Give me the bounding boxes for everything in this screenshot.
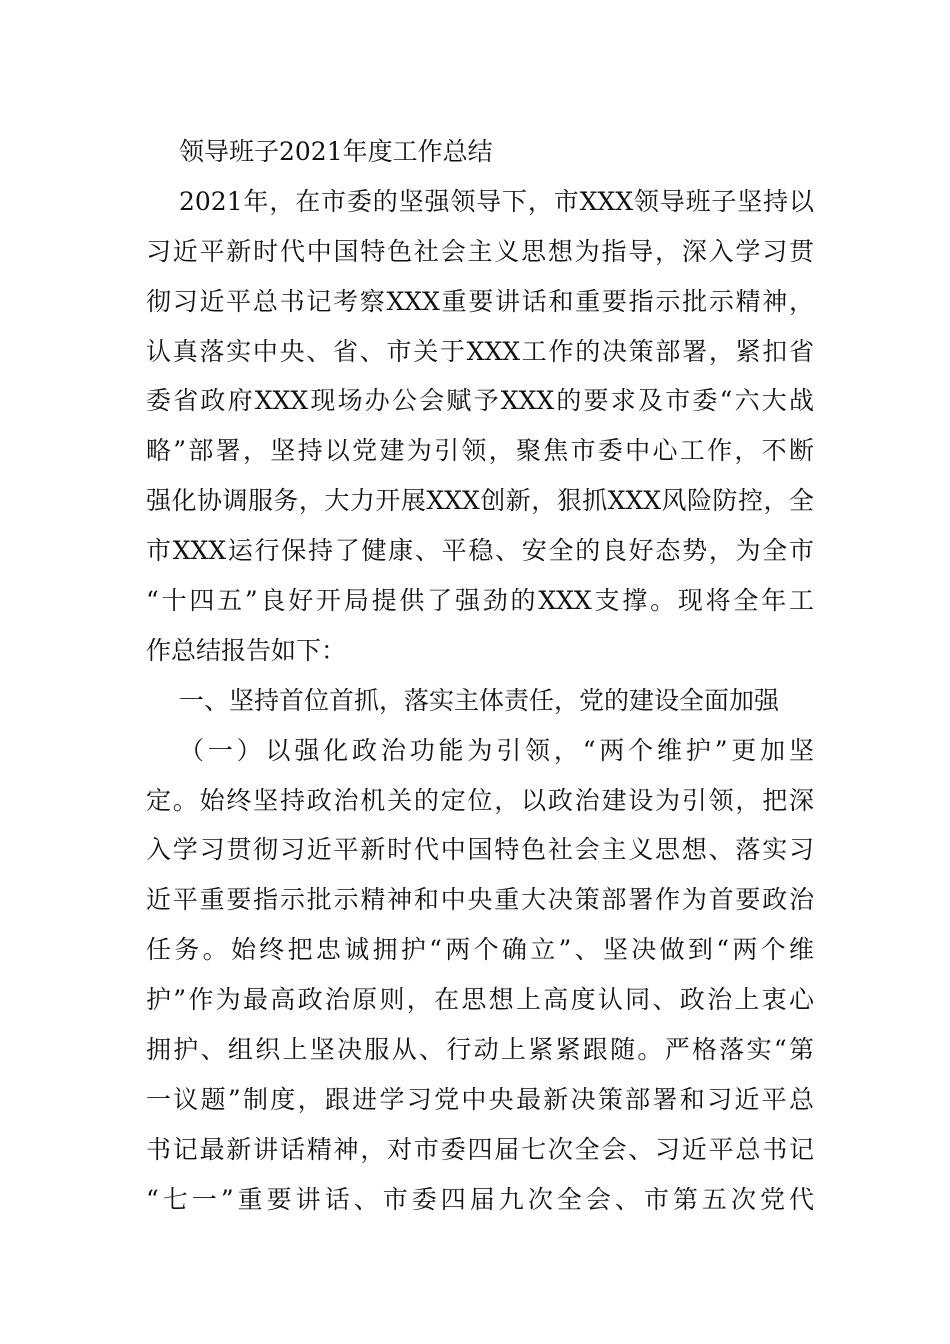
paragraph-line: 定。始终坚持政治机关的定位，以政治建设为引领，把深	[146, 785, 814, 815]
paragraph-line: 书记最新讲话精神，对市委四届七次全会、习近平总书记	[146, 1134, 814, 1164]
paragraph-line: “十四五”良好开局提供了强劲的XXX支撑。现将全年工	[146, 586, 814, 616]
document-title: 领导班子2021年度工作总结	[179, 137, 493, 166]
paragraph-line: “七一”重要讲话、市委四届九次全会、市第五次党代	[146, 1184, 814, 1214]
paragraph-line: 入学习贯彻习近平新时代中国特色社会主义思想、落实习	[146, 835, 814, 865]
paragraph-line: 护”作为最高政治原则，在思想上高度认同、政治上衷心	[146, 985, 814, 1015]
paragraph-line: 习近平新时代中国特色社会主义思想为指导，深入学习贯	[146, 236, 814, 266]
paragraph-line: 略”部署，坚持以党建为引领，聚焦市委中心工作，不断	[146, 436, 814, 466]
paragraph-line: 拥护、组织上坚决服从、行动上紧紧跟随。严格落实“第	[146, 1035, 814, 1065]
paragraph-line: 任务。始终把忠诚拥护“两个确立”、坚决做到“两个维	[146, 935, 814, 965]
paragraph-line: 委省政府XXX现场办公会赋予XXX的要求及市委“六大战	[146, 386, 814, 416]
paragraph-line: 市XXX运行保持了健康、平稳、安全的良好态势，为全市	[146, 536, 814, 566]
document-body	[146, 127, 814, 1225]
paragraph-line: 作总结报告如下：	[146, 635, 347, 665]
paragraph-line: 近平重要指示批示精神和中央重大决策部署作为首要政治	[146, 885, 814, 915]
section-heading: 一、坚持首位首抓，落实主体责任，党的建设全面加强	[179, 685, 780, 715]
paragraph-line: 认真落实中央、省、市关于XXX工作的决策部署，紧扣省	[146, 336, 814, 366]
paragraph-line: 强化协调服务，大力开展XXX创新，狠抓XXX风险防控，全	[146, 486, 814, 516]
paragraph-line: 2021年，在市委的坚强领导下，市XXX领导班子坚持以	[179, 186, 814, 216]
paragraph-line: （一）以强化政治功能为引领，“两个维护”更加坚	[179, 735, 814, 765]
paragraph-line: 彻习近平总书记考察XXX重要讲话和重要指示批示精神，	[146, 286, 814, 316]
paragraph-line: 一议题”制度，跟进学习党中央最新决策部署和习近平总	[146, 1084, 814, 1114]
